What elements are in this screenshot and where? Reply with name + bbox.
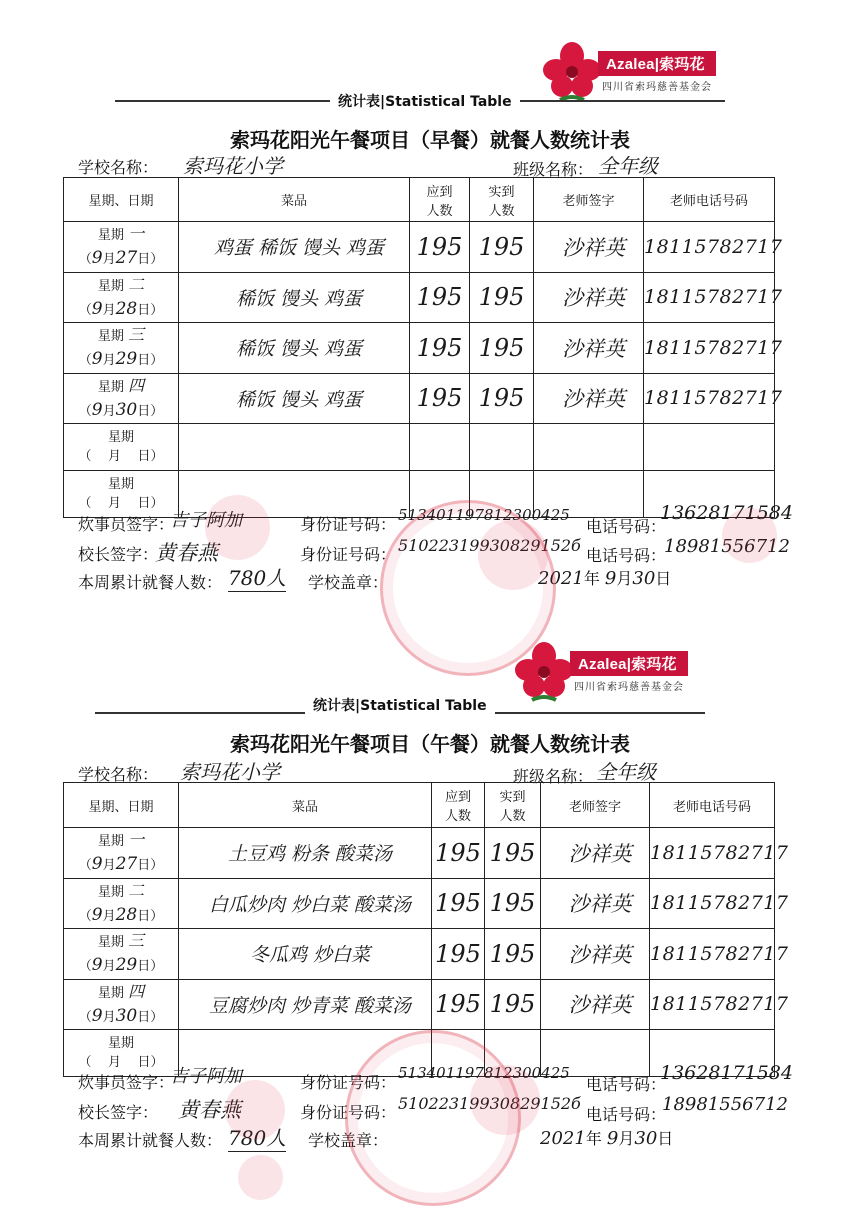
col-header-dish: 菜品 <box>179 178 410 222</box>
col-header-expected-line2: 人数 <box>426 203 453 219</box>
phone-cell: 18115782717 <box>644 222 775 273</box>
meal-count-table <box>63 177 783 518</box>
class-label: 班级名称： <box>513 160 594 179</box>
day-label: 日 <box>137 353 151 368</box>
phone-cell: 18115782717 <box>644 373 775 424</box>
teacher-cell: 沙祥英 <box>541 929 650 980</box>
date-cell: 星期 二 （9月28日） <box>64 272 179 323</box>
date-month: 9 <box>606 1128 619 1149</box>
col-header-actual-line2: 人数 <box>499 809 526 824</box>
date-line <box>538 566 671 589</box>
actual-cell: 195 <box>470 373 534 424</box>
weekday-label: 星期 <box>97 935 124 950</box>
actual-cell: 195 <box>470 323 534 374</box>
principal-id-label: 身份证号码： <box>300 1103 397 1122</box>
month-value: 9 <box>91 854 103 874</box>
weekday-value: 二 <box>128 880 145 900</box>
month-value: 9 <box>91 955 103 975</box>
day-value: 29 <box>115 955 138 975</box>
logo-org-name: 四川省索玛慈善基金会 <box>602 82 712 93</box>
expected-cell: 195 <box>432 929 485 980</box>
day-value: 27 <box>115 248 138 268</box>
month-value: 9 <box>91 399 103 420</box>
table-row <box>64 424 775 471</box>
weekly-total-value: 780人 <box>228 562 286 592</box>
month-value: 9 <box>91 298 103 319</box>
expected-cell: 195 <box>410 373 470 424</box>
day-value: 28 <box>115 904 138 925</box>
expected-cell: 195 <box>432 878 485 929</box>
dish-cell: 稀饭 馒头 鸡蛋 <box>179 272 410 323</box>
col-header-expected-line1: 应到 <box>444 790 471 805</box>
class-label: 班级名称： <box>513 767 594 786</box>
day-label: 日 <box>137 252 151 267</box>
month-label: 月 <box>102 353 116 368</box>
fingerprint-mark <box>205 495 270 560</box>
date-cell: 星期 （ 月 日） <box>64 471 179 518</box>
date-year-label: 年 <box>585 1129 602 1148</box>
month-label: 月 <box>102 1009 116 1025</box>
teacher-cell: 沙祥英 <box>534 272 644 323</box>
azalea-flower-icon <box>512 638 576 708</box>
table-row <box>64 828 775 879</box>
form-title: 索玛花阳光午餐项目（午餐）就餐人数统计表 <box>230 732 630 756</box>
date-day-label: 日 <box>655 569 672 588</box>
phone-cell: 18115782717 <box>644 323 775 374</box>
expected-cell: 195 <box>432 828 485 879</box>
day-label: 日 <box>137 496 151 511</box>
dish-cell: 豆腐炒肉 炒青菜 酸菜汤 <box>179 979 432 1030</box>
cook-phone-label: 电话号码： <box>586 1075 667 1094</box>
day-label: 日 <box>137 403 151 419</box>
date-month-label: 月 <box>618 1129 635 1148</box>
expected-cell <box>410 424 470 471</box>
col-header-expected <box>432 783 485 828</box>
dish-cell <box>179 424 410 471</box>
date-cell: 星期 （ 月 日） <box>64 1030 179 1077</box>
month-label: 月 <box>107 1055 121 1070</box>
actual-cell: 195 <box>485 929 541 980</box>
date-cell: 星期 三 （9月29日） <box>64 929 179 980</box>
teacher-cell: 沙祥英 <box>541 878 650 929</box>
col-header-phone: 老师电话号码 <box>644 178 775 222</box>
date-cell: 星期 四 （9月30日） <box>64 373 179 424</box>
principal-id-value: 51022319930829152б <box>398 536 581 555</box>
actual-cell: 195 <box>485 828 541 879</box>
azalea-flower-icon <box>540 38 604 108</box>
fingerprint-mark <box>478 520 548 590</box>
logo-brand <box>570 651 688 695</box>
month-label: 月 <box>102 959 116 974</box>
class-value: 全年级 <box>598 154 658 178</box>
principal-phone-label: 电话号码： <box>586 1105 667 1124</box>
weekday-label: 星期 <box>97 834 124 849</box>
col-header-teacher: 老师签字 <box>534 178 644 222</box>
expected-cell: 195 <box>410 323 470 374</box>
principal-label: 校长签字： <box>78 545 159 564</box>
day-value: 29 <box>115 349 138 369</box>
col-header-actual-line1: 实到 <box>499 790 526 805</box>
table-header-row <box>64 178 775 222</box>
cook-phone-value: 13628171584 <box>660 502 793 524</box>
logo-org-name: 四川省索玛慈善基金会 <box>574 682 684 693</box>
day-value: 27 <box>115 854 138 874</box>
day-label: 日 <box>137 959 151 974</box>
date-cell: 星期 一 （9月27日） <box>64 828 179 879</box>
col-header-teacher: 老师签字 <box>541 783 650 828</box>
col-header-actual-line2: 人数 <box>488 203 515 219</box>
actual-cell: 195 <box>470 222 534 273</box>
month-value: 9 <box>91 904 103 925</box>
expected-cell: 195 <box>410 272 470 323</box>
teacher-cell: 沙祥英 <box>534 373 644 424</box>
day-value: 28 <box>115 298 138 319</box>
cook-phone-label: 电话号码： <box>586 517 667 536</box>
dish-cell: 白瓜炒肉 炒白菜 酸菜汤 <box>179 878 432 929</box>
azalea-logo <box>512 638 688 708</box>
month-label: 月 <box>102 908 116 924</box>
weekly-total-label: 本周累计就餐人数： <box>78 573 223 592</box>
weekday-value: 二 <box>128 274 145 294</box>
dish-cell: 土豆鸡 粉条 酸菜汤 <box>179 828 432 879</box>
teacher-cell: 沙祥英 <box>534 222 644 273</box>
weekday-label: 星期 <box>97 379 124 395</box>
phone-cell: 18115782717 <box>650 878 775 929</box>
cook-phone-value: 13628171584 <box>660 1062 793 1084</box>
weekly-total-value: 780人 <box>228 1122 286 1152</box>
date-cell: 星期 三 （9月29日） <box>64 323 179 374</box>
col-header-expected-line1: 应到 <box>426 184 453 200</box>
expected-cell: 195 <box>410 222 470 273</box>
school-label: 学校名称： <box>78 765 159 784</box>
logo-brand-bar: Azalea|索玛花 <box>570 651 688 676</box>
phone-cell: 18115782717 <box>650 929 775 980</box>
logo-brand-latin: Azalea <box>606 56 655 73</box>
fingerprint-mark <box>470 1065 540 1135</box>
principal-id-value: 51022319930829152б <box>398 1094 581 1113</box>
day-label: 日 <box>137 1009 151 1025</box>
school-label: 学校名称： <box>78 158 159 177</box>
date-cell: 星期 （ 月 日） <box>64 424 179 471</box>
date-cell: 星期 一 （9月27日） <box>64 222 179 273</box>
table-row <box>64 878 775 929</box>
lunch-form <box>0 610 860 1220</box>
month-value: 9 <box>91 248 103 268</box>
phone-cell: 18115782717 <box>650 979 775 1030</box>
date-month-label: 月 <box>616 569 633 588</box>
azalea-logo <box>540 38 716 108</box>
form-title: 索玛花阳光午餐项目（早餐）就餐人数统计表 <box>230 128 630 152</box>
month-label: 月 <box>102 858 116 873</box>
teacher-cell <box>534 424 644 471</box>
principal-phone-value: 18981556712 <box>664 536 790 557</box>
weekday-value: 一 <box>128 830 145 849</box>
table-header-row <box>64 783 775 828</box>
table-row <box>64 979 775 1030</box>
actual-cell: 195 <box>485 979 541 1030</box>
col-header-date: 星期、日期 <box>64 783 179 828</box>
weekly-total-label: 本周累计就餐人数： <box>78 1131 223 1150</box>
actual-cell <box>470 424 534 471</box>
col-header-expected-line2: 人数 <box>444 809 471 824</box>
col-header-actual <box>485 783 541 828</box>
principal-label: 校长签字： <box>78 1103 159 1122</box>
actual-cell: 195 <box>485 878 541 929</box>
logo-brand-chinese: 索玛花 <box>659 56 705 73</box>
principal-id-label: 身份证号码： <box>300 545 397 564</box>
weekday-value: 三 <box>128 325 145 344</box>
weekday-value: 三 <box>128 931 145 950</box>
day-label: 日 <box>137 1055 151 1070</box>
day-value: 30 <box>115 399 138 420</box>
date-year: 2021 <box>538 568 584 589</box>
fingerprint-mark <box>238 1155 283 1200</box>
month-label: 月 <box>102 302 116 318</box>
cook-label: 炊事员签字： <box>78 1073 175 1092</box>
cook-id-label: 身份证号码： <box>300 1073 397 1092</box>
table-row <box>64 222 775 273</box>
dish-cell: 冬瓜鸡 炒白菜 <box>179 929 432 980</box>
month-label: 月 <box>107 496 121 511</box>
col-header-date: 星期、日期 <box>64 178 179 222</box>
col-header-expected <box>410 178 470 222</box>
cook-signature: 吉子阿加 <box>170 510 242 531</box>
weekday-label: 星期 <box>107 1035 134 1051</box>
logo-brand-latin: Azalea <box>578 656 627 673</box>
date-year: 2021 <box>540 1128 586 1149</box>
month-label: 月 <box>102 252 116 267</box>
logo-brand-chinese: 索玛花 <box>631 656 677 673</box>
date-day: 30 <box>632 568 656 589</box>
table-row <box>64 272 775 323</box>
cook-id-value: 513401197812300425 <box>398 506 570 524</box>
day-label: 日 <box>137 302 151 318</box>
weekday-label: 星期 <box>97 884 124 900</box>
weekday-label: 星期 <box>107 476 134 492</box>
date-day: 30 <box>634 1128 658 1149</box>
fingerprint-mark <box>722 508 777 563</box>
weekday-label: 星期 <box>97 329 124 344</box>
table-row <box>64 373 775 424</box>
actual-cell: 195 <box>470 272 534 323</box>
cook-id-label: 身份证号码： <box>300 515 397 534</box>
month-value: 9 <box>91 1005 103 1026</box>
seal-label: 学校盖章： <box>308 573 389 592</box>
col-header-actual <box>470 178 534 222</box>
col-header-phone: 老师电话号码 <box>650 783 775 828</box>
date-day-label: 日 <box>657 1129 674 1148</box>
teacher-cell: 沙祥英 <box>534 323 644 374</box>
logo-brand-bar: Azalea|索玛花 <box>598 51 716 76</box>
seal-label: 学校盖章： <box>308 1131 389 1150</box>
weekday-value: 一 <box>128 224 145 243</box>
table-row <box>64 323 775 374</box>
weekday-label: 星期 <box>97 985 124 1001</box>
principal-signature: 黄春燕 <box>155 541 218 565</box>
dish-cell: 鸡蛋 稀饭 馒头 鸡蛋 <box>179 222 410 273</box>
day-label: 日 <box>137 908 151 924</box>
month-value: 9 <box>91 349 103 369</box>
month-label: 月 <box>102 403 116 419</box>
weekday-label: 星期 <box>97 228 124 243</box>
school-value: 索玛花小学 <box>183 154 283 178</box>
day-value: 30 <box>115 1005 138 1026</box>
phone-cell: 18115782717 <box>644 272 775 323</box>
principal-phone-label: 电话号码： <box>586 546 667 565</box>
teacher-cell: 沙祥英 <box>541 979 650 1030</box>
weekday-label: 星期 <box>97 278 124 294</box>
day-label: 日 <box>137 449 151 464</box>
dish-cell: 稀饭 馒头 鸡蛋 <box>179 323 410 374</box>
phone-cell: 18115782717 <box>650 828 775 879</box>
header-label: 统计表|Statistical Table <box>330 91 520 111</box>
weekday-label: 星期 <box>107 429 134 445</box>
cook-signature: 吉子阿加 <box>170 1066 242 1087</box>
date-month: 9 <box>604 568 617 589</box>
date-cell: 星期 二 （9月28日） <box>64 878 179 929</box>
fingerprint-mark <box>225 1080 285 1140</box>
date-line <box>540 1126 673 1149</box>
header-label: 统计表|Statistical Table <box>305 695 495 715</box>
logo-brand <box>598 51 716 95</box>
school-value: 索玛花小学 <box>180 760 280 784</box>
class-value: 全年级 <box>596 760 656 784</box>
expected-cell: 195 <box>432 979 485 1030</box>
cook-label: 炊事员签字： <box>78 515 175 534</box>
weekday-value: 四 <box>128 375 145 395</box>
dish-cell: 稀饭 馒头 鸡蛋 <box>179 373 410 424</box>
date-cell: 星期 四 （9月30日） <box>64 979 179 1030</box>
day-label: 日 <box>137 858 151 873</box>
cook-id-value: 513401197812300425 <box>398 1064 570 1082</box>
month-label: 月 <box>107 449 121 464</box>
teacher-cell: 沙祥英 <box>541 828 650 879</box>
table-row <box>64 929 775 980</box>
date-year-label: 年 <box>583 569 600 588</box>
weekday-value: 四 <box>128 981 145 1001</box>
phone-cell <box>644 424 775 471</box>
col-header-actual-line1: 实到 <box>488 184 515 200</box>
principal-signature: 黄春燕 <box>178 1098 241 1122</box>
principal-phone-value: 18981556712 <box>662 1094 788 1115</box>
col-header-dish: 菜品 <box>179 783 432 828</box>
